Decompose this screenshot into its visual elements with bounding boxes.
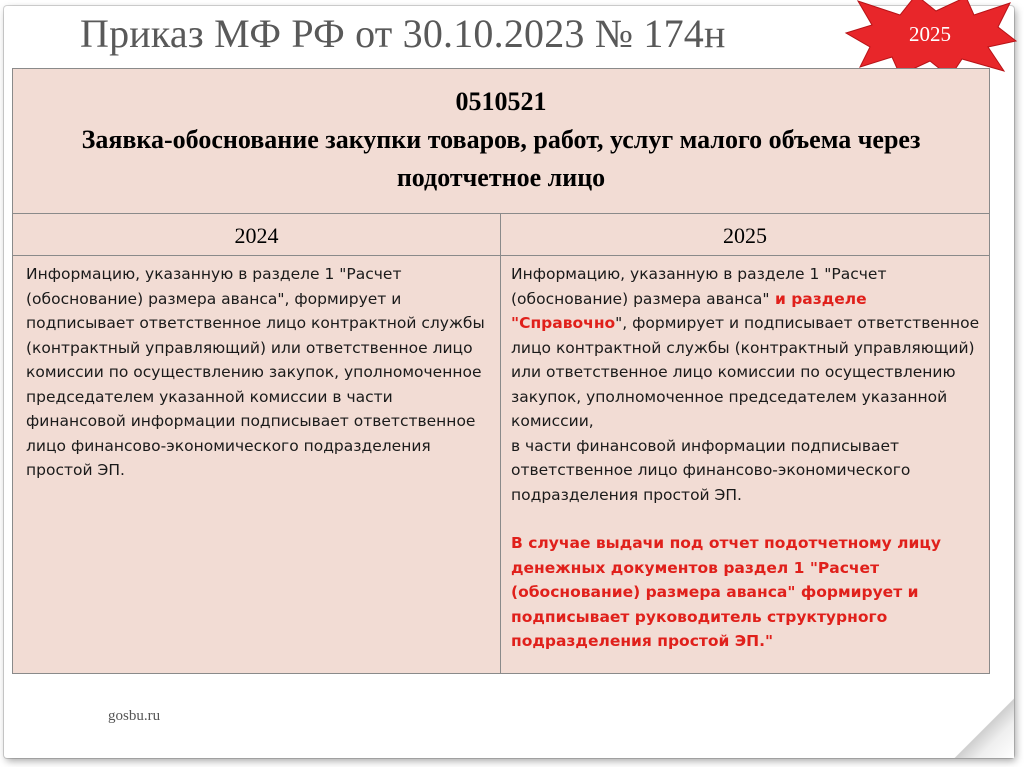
form-code: 0510521 <box>455 87 547 116</box>
text-2025-part1: Информацию, указанную в разделе 1 "Расчет (обоснование) размера аванса" <box>511 265 887 308</box>
cell-2024-text <box>13 256 501 673</box>
text-2025-intro <box>511 262 981 434</box>
form-title: Заявка-обоснование закупки товаров, работ, услуг малого объема через подотчетное лицо <box>81 125 921 192</box>
table-header <box>13 69 989 214</box>
slide-title: Приказ МФ РФ от 30.10.2023 № 174н <box>80 11 726 56</box>
footer-source: gosbu.ru <box>108 708 161 724</box>
text-2024: Информацию, указанную в разделе 1 "Расчет (обоснование) размера аванса", формирует и подписывает ответственное лицо контрактной службы (контрактный управляющий) или ответственное лицо комиссии по осуществлению закупок, уполномоченное председателем указанной комиссии в части финансовой информации подписывает ответственное лицо финансово-экономического подразделения простой ЭП. <box>26 265 485 479</box>
text-2025-highlight: и разделе "Справочно <box>511 289 867 332</box>
text-2025-red-paragraph: В случае выдачи под отчет подотчетному лицу денежных документов раздел 1 "Расчет (обоснование) размера аванса" формирует и подписывает руководитель структурного подразделения простой ЭП." <box>511 534 941 650</box>
year-badge: 2025 <box>909 22 951 46</box>
paragraph-gap <box>511 507 981 531</box>
text-2025-part2: ", формирует и подписывает ответственное лицо контрактной службы (контрактный управляющий) или ответственное лицо комиссии по осуществлению закупок, уполномоченное председателем указанной комиссии, <box>511 314 980 430</box>
text-2025-part3: в части финансовой информации подписывает ответственное лицо финансово-экономического подразделения простой ЭП. <box>511 436 911 504</box>
comparison-table <box>12 68 990 674</box>
page-curl <box>954 698 1014 758</box>
year-2025-header: 2025 <box>723 223 767 248</box>
year-2024-header: 2024 <box>13 214 501 255</box>
cell-2025-text <box>501 256 989 673</box>
year-row <box>13 214 989 256</box>
